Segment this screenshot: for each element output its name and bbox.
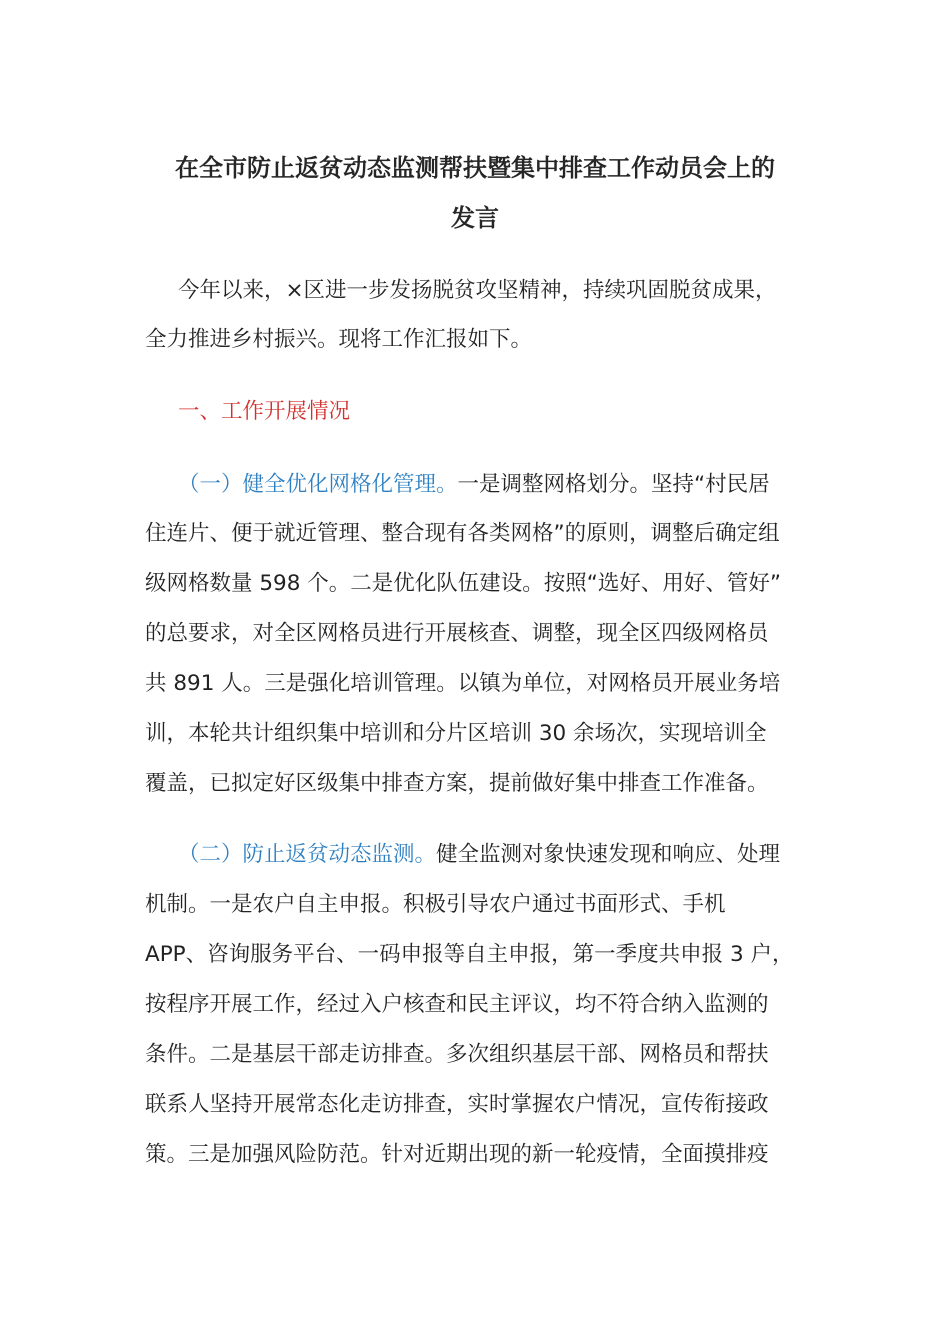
intro-line-1: 今年以来，×区进一步发扬脱贫攻坚精神，持续巩固脱贫成果，: [178, 278, 777, 303]
document-title-line-2: 发言: [451, 204, 499, 232]
section-heading-work-progress: 一、工作开展情况: [178, 399, 351, 424]
sub1-heading: （一）健全优化网格化管理。: [178, 472, 458, 497]
intro-line-2: 全力推进乡村振兴。现将工作汇报如下。: [145, 327, 533, 352]
sub2-first-line-text: 健全监测对象快速发现和响应、处理: [436, 842, 781, 867]
sub1-first-line-text: 一是调整网格划分。坚持“村民居: [457, 472, 770, 497]
sub2-line-7: 策。三是加强风险防范。针对近期出现的新一轮疫情，全面摸排疫: [145, 1142, 769, 1167]
sub1-line-6: 训，本轮共计组织集中培训和分片区培训 30 余场次，实现培训全: [145, 721, 767, 746]
sub2-heading: （二）防止返贫动态监测。: [178, 842, 437, 867]
sub2-line-3: APP、咨询服务平台、一码申报等自主申报，第一季度共申报 3 户，: [145, 942, 794, 967]
sub2-line-5: 条件。二是基层干部走访排查。多次组织基层干部、网格员和帮扶: [145, 1042, 769, 1067]
sub1-line-2: 住连片、便于就近管理、整合现有各类网格”的原则，调整后确定组: [145, 521, 780, 546]
sub1-line-7: 覆盖，已拟定好区级集中排查方案，提前做好集中排查工作准备。: [145, 771, 769, 796]
sub1-line-3: 级网格数量 598 个。二是优化队伍建设。按照“选好、用好、管好”: [145, 571, 781, 596]
sub1-line-5: 共 891 人。三是强化培训管理。以镇为单位，对网格员开展业务培: [145, 671, 781, 696]
sub1-first-line: [178, 470, 818, 500]
sub2-line-2: 机制。一是农户自主申报。积极引导农户通过书面形式、手机: [145, 892, 726, 917]
sub2-first-line: [178, 840, 818, 870]
sub2-line-4: 按程序开展工作，经过入户核查和民主评议，均不符合纳入监测的: [145, 992, 769, 1017]
sub1-line-4: 的总要求，对全区网格员进行开展核查、调整，现全区四级网格员: [145, 621, 769, 646]
document-title-line-1: 在全市防止返贫动态监测帮扶暨集中排查工作动员会上的: [175, 154, 775, 182]
sub2-line-6: 联系人坚持开展常态化走访排查，实时掌握农户情况，宣传衔接政: [145, 1092, 769, 1117]
